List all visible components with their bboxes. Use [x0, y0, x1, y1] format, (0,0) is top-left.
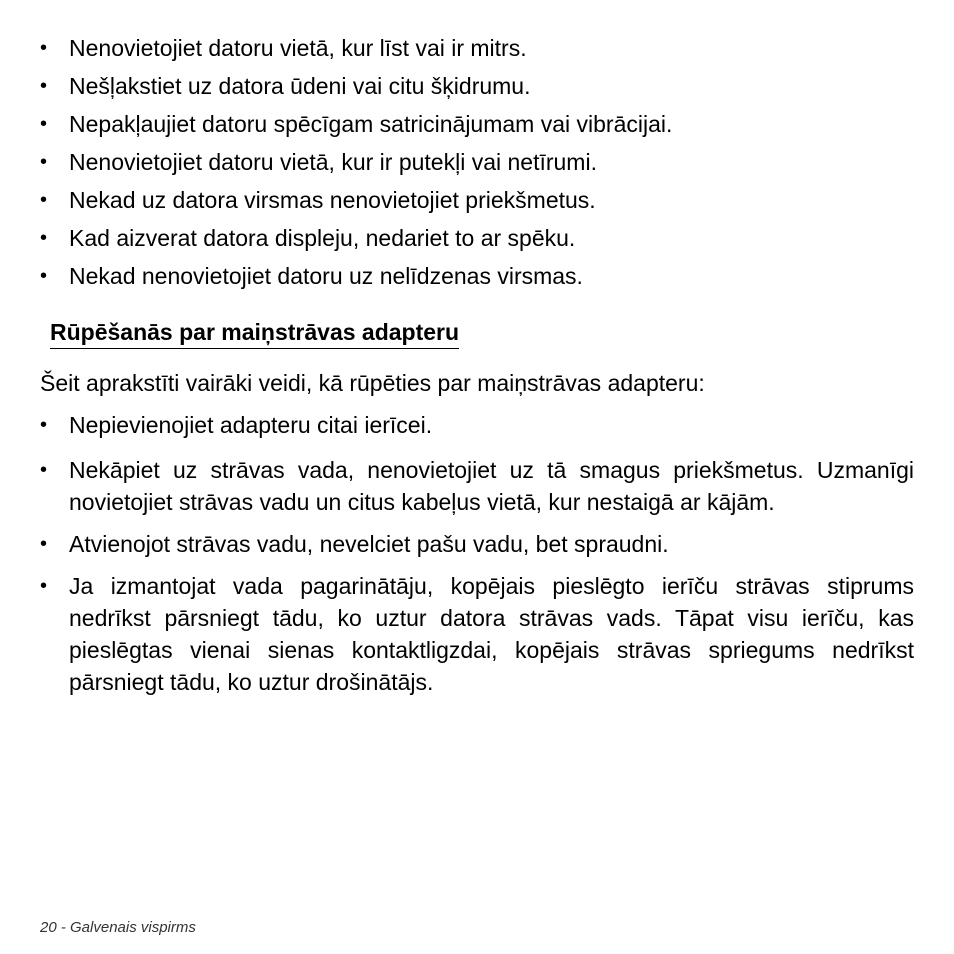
- list-item-text: Nekad uz datora virsmas nenovietojiet priekšmetus.: [69, 187, 596, 213]
- list-item-text: Ja izmantojat vada pagarinātāju, kopējais pieslēgto ierīču strāvas stiprums nedrīkst pārsniegt tādu, ko uztur datora strāvas vads. Tāpat visu ierīču, kas pieslēgtas vienai sienas kontaktligzdai, kopējais strāvas spriegums nedrīkst pārsniegt tādu, ko uztur drošinātājs.: [69, 573, 914, 695]
- bullet-icon: •: [40, 459, 48, 481]
- section-heading: Rūpēšanās par maiņstrāvas adapteru: [50, 316, 459, 349]
- list-item-text: Atvienojot strāvas vadu, nevelciet pašu vadu, bet spraudni.: [69, 531, 669, 557]
- bullet-icon: •: [40, 113, 48, 135]
- list-item: [40, 260, 914, 298]
- list-item: [40, 528, 914, 560]
- list-item: [40, 184, 914, 222]
- precautions-list: [40, 32, 914, 298]
- list-item: [40, 454, 914, 518]
- adapter-care-list: [40, 409, 914, 708]
- bullet-icon: •: [40, 37, 48, 59]
- list-item-text: Nenovietojiet datoru vietā, kur ir putekļi vai netīrumi.: [69, 149, 597, 175]
- bullet-icon: •: [40, 75, 48, 97]
- list-item-text: Nenovietojiet datoru vietā, kur līst vai ir mitrs.: [69, 35, 527, 61]
- bullet-icon: •: [40, 227, 48, 249]
- list-item-text: Nešļakstiet uz datora ūdeni vai citu šķidrumu.: [69, 73, 531, 99]
- bullet-icon: •: [40, 151, 48, 173]
- list-item-text: Nekad nenovietojiet datoru uz nelīdzenas virsmas.: [69, 263, 583, 289]
- intro-paragraph: Šeit aprakstīti vairāki veidi, kā rūpēties par maiņstrāvas adapteru:: [40, 370, 705, 396]
- list-item: [40, 222, 914, 260]
- list-item-text: Nepakļaujiet datoru spēcīgam satricinājumam vai vibrācijai.: [69, 111, 673, 137]
- bullet-icon: •: [40, 575, 48, 597]
- list-item: [40, 409, 914, 441]
- list-item-text: Kad aizverat datora displeju, nedariet to ar spēku.: [69, 225, 576, 251]
- bullet-icon: •: [40, 265, 48, 287]
- bullet-icon: •: [40, 189, 48, 211]
- list-item: [40, 146, 914, 184]
- list-item: [40, 70, 914, 108]
- list-item: [40, 570, 914, 698]
- list-item: [40, 108, 914, 146]
- list-item: [40, 32, 914, 70]
- bullet-icon: •: [40, 533, 48, 555]
- bullet-icon: •: [40, 414, 48, 436]
- page-footer: 20 - Galvenais vispirms: [40, 919, 196, 936]
- list-item-text: Nepievienojiet adapteru citai ierīcei.: [69, 412, 433, 438]
- list-item-text: Nekāpiet uz strāvas vada, nenovietojiet uz tā smagus priekšmetus. Uzmanīgi novietojiet strāvas vadu un citus kabeļus vietā, kur nestaigā ar kājām.: [69, 457, 914, 515]
